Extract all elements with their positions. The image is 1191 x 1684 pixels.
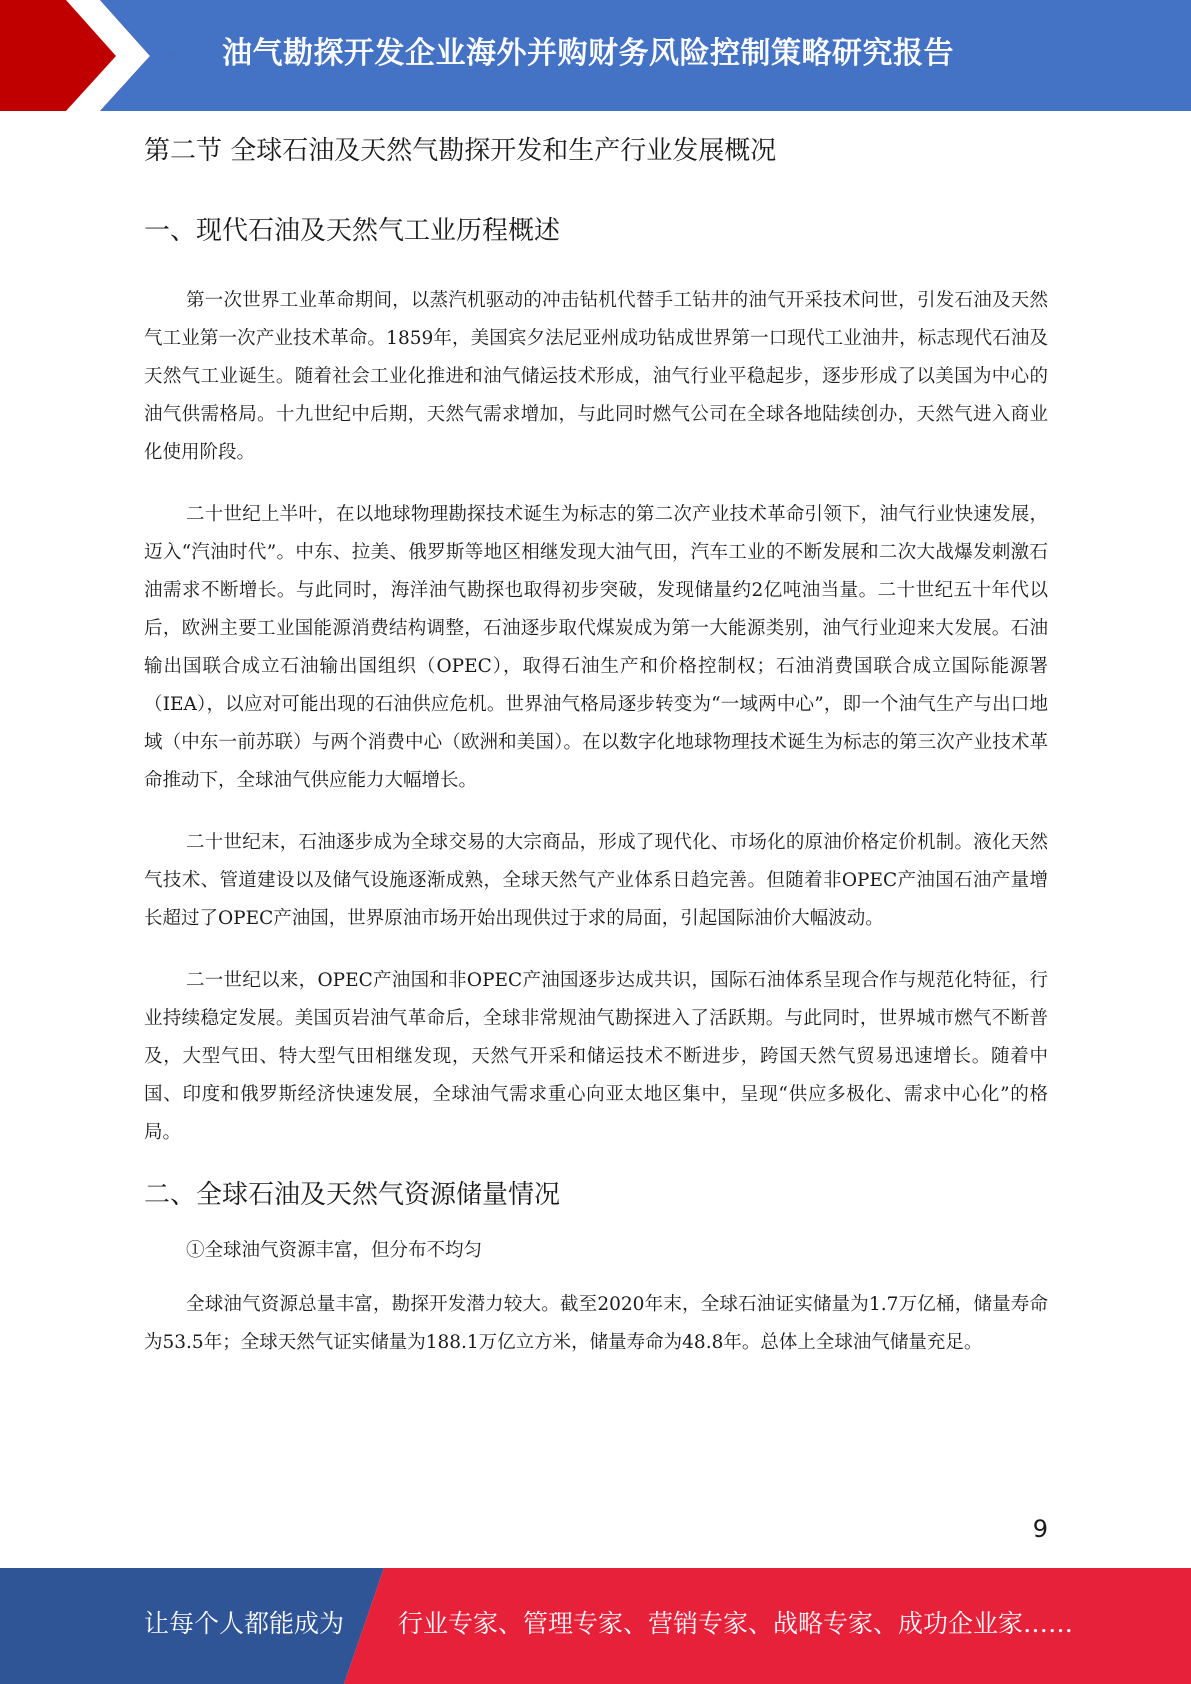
report-title: 油气勘探开发企业海外并购财务风险控制策略研究报告 (222, 36, 954, 71)
heading-industry-history: 一、现代石油及天然气工业历程概述 (144, 216, 561, 246)
paragraph: 二十世纪上半叶，在以地球物理勘探技术诞生为标志的第二次产业技术革命引领下，油气行业快速发展，迈入“汽油时代”。中东、拉美、俄罗斯等地区相继发现大油气田，汽车工业的不断发展和二次大战爆发刺激石油需求不断增长。与此同时，海洋油气勘探也取得初步突破，发现储量约2亿吨油当量。二十世纪五十年代以后，欧洲主要工业国能源消费结构调整，石油逐步取代煤炭成为第一大能源类别，油气行业迎来大发展。石油输出国联合成立石油输出国组织（OPEC），取得石油生产和价格控制权；石油消费国联合成立国际能源署（IEA），以应对可能出现的石油供应危机。世界油气格局逐步转变为“一域两中心”，即一个油气生产与出口地域（中东一前苏联）与两个消费中心（欧洲和美国）。在以数字化地球物理技术诞生为标志的第三次产业技术革命推动下，全球油气供应能力大幅增长。 (144, 504, 1048, 791)
footer-slogan-left: 让每个人都能成为 (144, 1609, 345, 1638)
page-content (144, 126, 1048, 1386)
paragraph: 全球油气资源总量丰富，勘探开发潜力较大。截至2020年末，全球石油证实储量为1.7万亿桶，储量寿命为53.5年；全球天然气证实储量为188.1万亿立方米，储量寿命为48.8年。总体上全球油气储量充足。 (144, 1294, 1048, 1353)
point-item: ①全球油气资源丰富，但分布不均匀 (186, 1240, 483, 1261)
page-footer (0, 1568, 1191, 1684)
footer-slogan-right: 行业专家、管理专家、营销专家、战略专家、成功企业家…… (398, 1609, 1074, 1638)
page-number: 9 (1032, 1515, 1048, 1543)
section-title: 第二节 全球石油及天然气勘探开发和生产行业发展概况 (144, 136, 777, 166)
paragraph: 第一次世界工业革命期间，以蒸汽机驱动的冲击钻机代替手工钻井的油气开采技术问世，引发石油及天然气工业第一次产业技术革命。1859年，美国宾夕法尼亚州成功钻成世界第一口现代工业油井，标志现代石油及天然气工业诞生。随着社会工业化推进和油气储运技术形成，油气行业平稳起步，逐步形成了以美国为中心的油气供需格局。十九世纪中后期，天然气需求增加，与此同时燃气公司在全球各地陆续创办，天然气进入商业化使用阶段。 (144, 290, 1048, 463)
heading-reserves: 二、全球石油及天然气资源储量情况 (144, 1180, 561, 1210)
paragraph: 二十世纪末，石油逐步成为全球交易的大宗商品，形成了现代化、市场化的原油价格定价机制。液化天然气技术、管道建设以及储气设施逐渐成熟，全球天然气产业体系日趋完善。但随着非OPEC产油国石油产量增长超过了OPEC产油国，世界原油市场开始出现供过于求的局面，引起国际油价大幅波动。 (144, 832, 1048, 929)
paragraph: 二一世纪以来，OPEC产油国和非OPEC产油国逐步达成共识，国际石油体系呈现合作与规范化特征，行业持续稳定发展。美国页岩油气革命后，全球非常规油气勘探进入了活跃期。与此同时，世界城市燃气不断普及，大型气田、特大型气田相继发现，天然气开采和储运技术不断进步，跨国天然气贸易迅速增长。随着中国、印度和俄罗斯经济快速发展，全球油气需求重心向亚太地区集中，呈现“供应多极化、需求中心化”的格局。 (144, 970, 1048, 1143)
page-header (0, 0, 1191, 111)
